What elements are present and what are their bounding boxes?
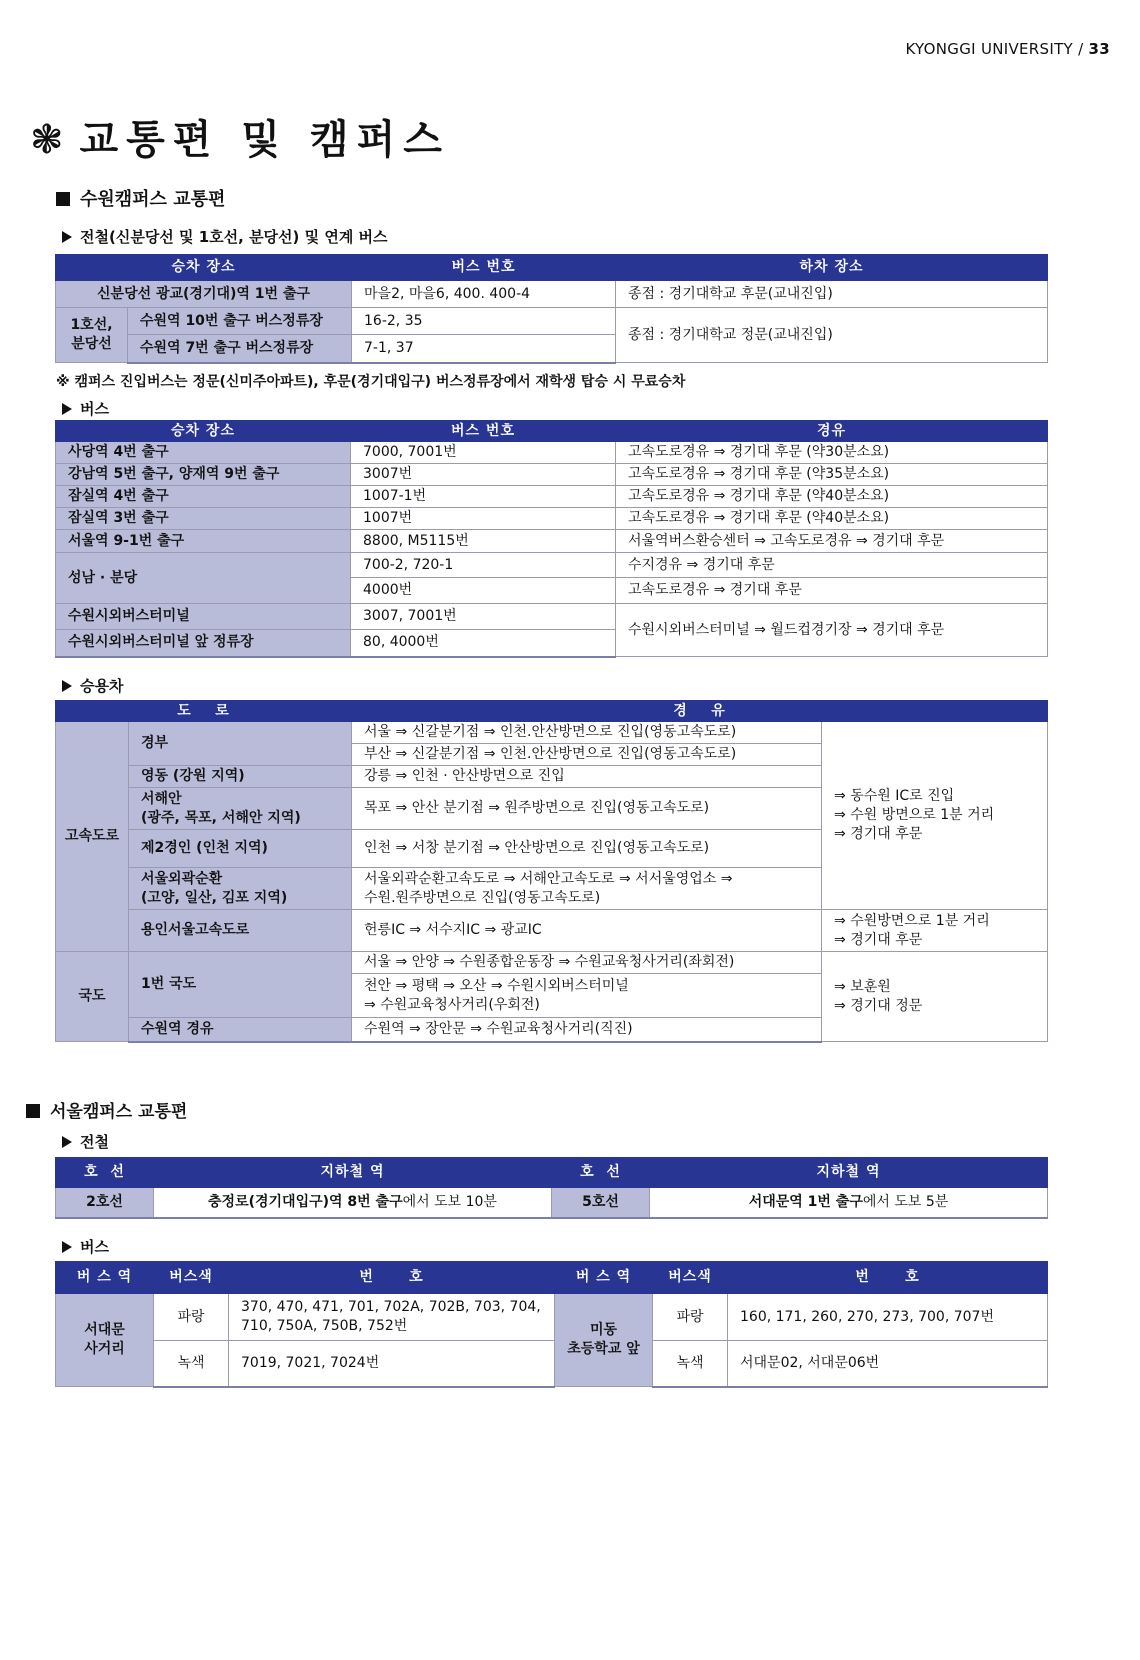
flower-asterisk-icon: ❃ xyxy=(30,117,64,163)
table-row: 잠실역 4번 출구 1007-1번 고속도로경유 ⇒ 경기대 후문 (약40분소요) xyxy=(56,486,1048,508)
table-row: 성남 · 분당 700-2, 720-1 수지경유 ⇒ 경기대 후문 xyxy=(56,553,1048,578)
square-bullet-icon xyxy=(56,192,70,206)
triangle-bullet-icon xyxy=(62,403,72,415)
table-row: 잠실역 3번 출구 1007번 고속도로경유 ⇒ 경기대 후문 (약40분소요) xyxy=(56,508,1048,530)
table-row: 강남역 5번 출구, 양재역 9번 출구 3007번 고속도로경유 ⇒ 경기대 후문 (약35분소요) xyxy=(56,464,1048,486)
free-bus-note: ※ 캠퍼스 진입버스는 정문(신미주아파트), 후문(경기대입구) 버스정류장에서 재학생 탑승 시 무료승차 xyxy=(56,374,686,390)
table-row: 수원시외버스터미널 앞 정류장 80, 4000번 xyxy=(56,630,1048,657)
sub-heading-seoul-rail: 전철 xyxy=(62,1131,109,1152)
section-suwon-heading: 수원캠퍼스 교통편 xyxy=(56,185,225,211)
square-bullet-icon xyxy=(26,1104,40,1118)
seoul-rail-table: 호 선 지하철 역 호 선 지하철 역 2호선 충정로(경기대입구)역 8번 출구에서 도보 10분 5호선 서대문역 1번 출구에서 도보 5분 xyxy=(55,1157,1048,1219)
triangle-bullet-icon xyxy=(62,1241,72,1253)
suwon-rail-table: 승차 장소 버스 번호 하차 장소 신분당선 광교(경기대)역 1번 출구 마을2, 마을6, 400. 400-4 종점 : 경기대학교 후문(교내진입) 1호선, 분당선 수원역 10번 출구 버스정류장 16-2, 35 종점 : 경기대학교 정문(교내진입) 수원역 7번 출구 버스정류장 7-1, 37 xyxy=(55,254,1048,364)
highway-final-directions: ⇒ 동수원 IC로 진입 ⇒ 수원 방면으로 1분 거리 ⇒ 경기대 후문 xyxy=(822,722,1048,910)
highway-label: 고속도로 xyxy=(56,722,129,952)
page-header: KYONGGI UNIVERSITY / 33 xyxy=(905,40,1110,58)
triangle-bullet-icon xyxy=(62,680,72,692)
section-seoul-heading: 서울캠퍼스 교통편 xyxy=(26,1097,187,1122)
sub-heading-car: 승용차 xyxy=(62,675,123,696)
sub-heading-seoul-bus: 버스 xyxy=(62,1236,109,1257)
university-name: KYONGGI UNIVERSITY xyxy=(905,40,1074,58)
page-number: 33 xyxy=(1088,40,1110,58)
table-row: 4000번 고속도로경유 ⇒ 경기대 후문 xyxy=(56,578,1048,604)
suwon-car-table: 도 로 경 유 고속도로 경부 서울 ⇒ 신갈분기점 ⇒ 인천.안산방면으로 진입(영동고속도로) ⇒ 동수원 IC로 진입 ⇒ 수원 방면으로 1분 거리 ⇒ 경기대 후문 부산 ⇒ 신갈분기점 ⇒ 인천.안산방면으로 진입(영동고속도로) 영동 (강원 지역) 강릉 ⇒ 인천 · 안산방면으로 진입 서해안 (광주, 목포, 서해안 지역) 목포 ⇒ 안산 분기점 ⇒ 원주방면으로 진입(영동고속도로) 제2경인 (인천 지역) 인천 ⇒ 서창 분기점 ⇒ 안산방면으로 진입(영동고속도로) 서울외곽순환 (고양, 일산, 김포 지역) 서울외곽순환고속도로 ⇒ 서해안고속도로 ⇒ 서서울영업소 ⇒ 수원.원주방면으로 진입(영동고속도로) 용인서울고속도로 헌릉IC ⇒ 서수지IC ⇒ 광교IC ⇒ 수원방면으로 1분 거리 ⇒ 경기대 후문 국도 1번 국도 서울 ⇒ 안양 ⇒ 수원종합운동장 ⇒ 수원교육청사거리(좌회전) ⇒ 보훈원 ⇒ 경기대 정문 천안 ⇒ 평택 ⇒ 오산 ⇒ 수원시외버스터미널 ⇒ 수원교육청사거리(우회전) 수원역 경유 수원역 ⇒ 장안문 ⇒ 수원교육청사거리(직진) xyxy=(55,700,1048,1043)
table-row: 수원시외버스터미널 3007, 7001번 수원시외버스터미널 ⇒ 월드컵경기장 ⇒ 경기대 후문 xyxy=(56,604,1048,630)
triangle-bullet-icon xyxy=(62,231,72,243)
table-row: 서울역 9-1번 출구 8800, M5115번 서울역버스환승센터 ⇒ 고속도로경유 ⇒ 경기대 후문 xyxy=(56,530,1048,553)
table-row: 사당역 4번 출구 7000, 7001번 고속도로경유 ⇒ 경기대 후문 (약30분소요) xyxy=(56,442,1048,464)
seoul-bus-table: 버 스 역 버스색 번 호 버 스 역 버스색 번 호 서대문 사거리 파랑 370, 470, 471, 701, 702A, 702B, 703, 704, 710, 750A, 750B, 752번 미동 초등학교 앞 파랑 160, 171, 260, 270, 273, 700, 707번 녹색 7019, 7021, 7024번 녹색 서대문02, 서대문06번 xyxy=(55,1261,1048,1388)
suwon-bus-table: 승차 장소 버스 번호 경유 사당역 4번 출구 7000, 7001번 고속도로경유 ⇒ 경기대 후문 (약30분소요) 강남역 5번 출구, 양재역 9번 출구 3007번 고속도로경유 ⇒ 경기대 후문 (약35분소요) 잠실역 4번 출구 1007-1번 고속도로경유 ⇒ 경기대 후문 (약40분소요) 잠실역 3번 출구 1007번 고속도로경유 ⇒ 경기대 후문 (약40분소요) 서울역 9-1번 출구 8800, M5115번 서울역버스환승센터 ⇒ 고속도로경유 ⇒ 경기대 후문 성남 · 분당 700-2, 720-1 수지경유 ⇒ 경기대 후문 4000번 고속도로경유 ⇒ 경기대 후문 수원시외버스터미널 3007, 7001번 수원시외버스터미널 ⇒ 월드컵경기장 ⇒ 경기대 후문 수원시외버스터미널 앞 정류장 80, 4000번 xyxy=(55,420,1048,658)
triangle-bullet-icon xyxy=(62,1136,72,1148)
page-title: ❃ 교통편 및 캠퍼스 xyxy=(30,117,450,163)
national-road-label: 국도 xyxy=(56,952,129,1042)
sub-heading-rail: 전철(신분당선 및 1호선, 분당선) 및 연계 버스 xyxy=(62,226,388,247)
sub-heading-bus: 버스 xyxy=(62,398,109,419)
